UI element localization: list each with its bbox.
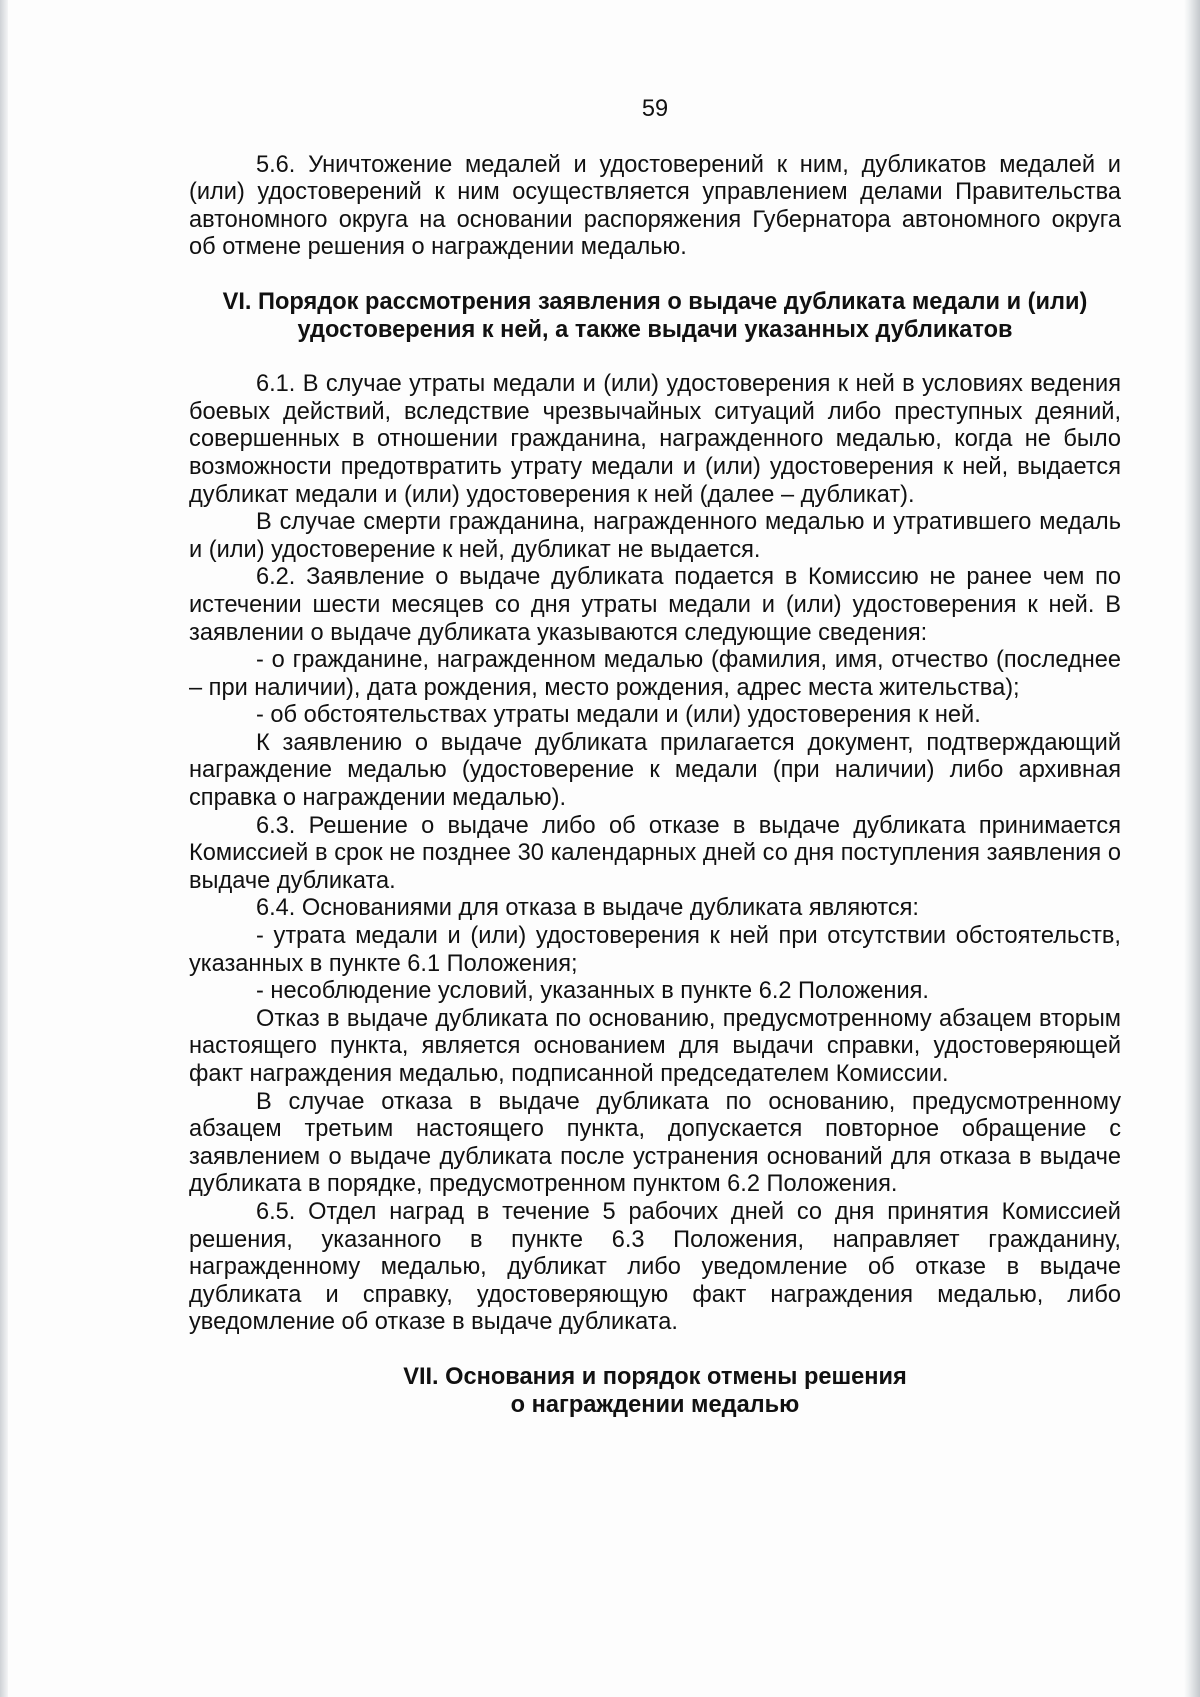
- paragraph-6-4: 6.4. Основаниями для отказа в выдаче дубликата являются:: [256, 895, 919, 922]
- list-item-citizen-info: - о гражданине, награжденном медалью (фамилия, имя, отчество (последнее – при наличии), дата рождения, место рождения, адрес места жительства);: [189, 647, 1121, 701]
- section-6-heading-line-2: удостоверения к ней, а также выдачи указанных дубликатов: [297, 316, 1013, 343]
- section-6-heading: [189, 289, 1121, 344]
- list-item-refusal-reason-1: - утрата медали и (или) удостоверения к ней при отсутствии обстоятельств, указанных в пункте 6.1 Положения;: [189, 923, 1121, 977]
- scan-edge-right: [1184, 0, 1200, 1697]
- scan-edge-left: [0, 0, 8, 1697]
- paragraph-6-3: 6.3. Решение о выдаче либо об отказе в выдаче дубликата принимается Комиссией в срок не позднее 30 календарных дней со дня поступления заявления о выдаче дубликата.: [189, 812, 1121, 894]
- list-item-loss-circumstances: - об обстоятельствах утраты медали и (или) удостоверения к ней.: [256, 702, 981, 729]
- paragraph-6-1-death: В случае смерти гражданина, награжденного медалью и утратившего медаль и (или) удостоверение к ней, дубликат не выдается.: [189, 509, 1121, 563]
- section-7-heading: [189, 1364, 1121, 1419]
- section-6-heading-line-1: VI. Порядок рассмотрения заявления о выдаче дубликата медали и (или): [222, 288, 1088, 315]
- section-7-heading-line-1: VII. Основания и порядок отмены решения: [403, 1363, 907, 1390]
- paragraph-6-5: 6.5. Отдел наград в течение 5 рабочих дней со дня принятия Комиссией решения, указанного в пункте 6.3 Положения, направляет гражданину, награжденному медалью, дубликат либо уведомление об отказе в выдаче дубликата и справку, удостоверяющую факт награждения медалью, либо уведомление об отказе в выдаче дубликата.: [189, 1198, 1121, 1336]
- paragraph-6-2: 6.2. Заявление о выдаче дубликата подается в Комиссию не ранее чем по истечении шести месяцев со дня утраты медали и (или) удостоверения к ней. В заявлении о выдаче дубликата указываются следующие сведения:: [189, 564, 1121, 646]
- page-number: 59: [641, 96, 669, 122]
- paragraph-repeat-application: В случае отказа в выдаче дубликата по основанию, предусмотренному абзацем третьим настоящего пункта, допускается повторное обращение с заявлением о выдаче дубликата после устранения оснований для отказа в выдаче дубликата в порядке, предусмотренном пунктом 6.2 Положения.: [189, 1088, 1121, 1198]
- paragraph-attached-document: К заявлению о выдаче дубликата прилагается документ, подтверждающий награждение медалью (удостоверение к медали (при наличии) либо архивная справка о награждении медалью).: [189, 729, 1121, 812]
- paragraph-refusal-certificate: Отказ в выдаче дубликата по основанию, предусмотренному абзацем вторым настоящего пункта, является основанием для выдачи справки, удостоверяющей факт награждения медалью, подписанной председателем Комиссии.: [189, 1005, 1121, 1087]
- paragraph-6-1: 6.1. В случае утраты медали и (или) удостоверения к ней в условиях ведения боевых действий, вследствие чрезвычайных ситуаций либо преступных деяний, совершенных в отношении гражданина, награжденного медалью, когда не было возможности предотвратить утрату медали и (или) удостоверения к ней, выдается дубликат медали и (или) удостоверения к ней (далее – дубликат).: [189, 371, 1121, 508]
- list-item-refusal-reason-2: - несоблюдение условий, указанных в пункте 6.2 Положения.: [256, 978, 929, 1005]
- page-content: [189, 96, 1121, 1419]
- section-7-heading-line-2: о награждении медалью: [510, 1391, 800, 1418]
- paragraph-5-6: 5.6. Уничтожение медалей и удостоверений к ним, дубликатов медалей и (или) удостоверений к ним осуществляется управлением делами Правительства автономного округа на основании распоряжения Губернатора автономного округа об отмене решения о награждении медалью.: [189, 151, 1121, 261]
